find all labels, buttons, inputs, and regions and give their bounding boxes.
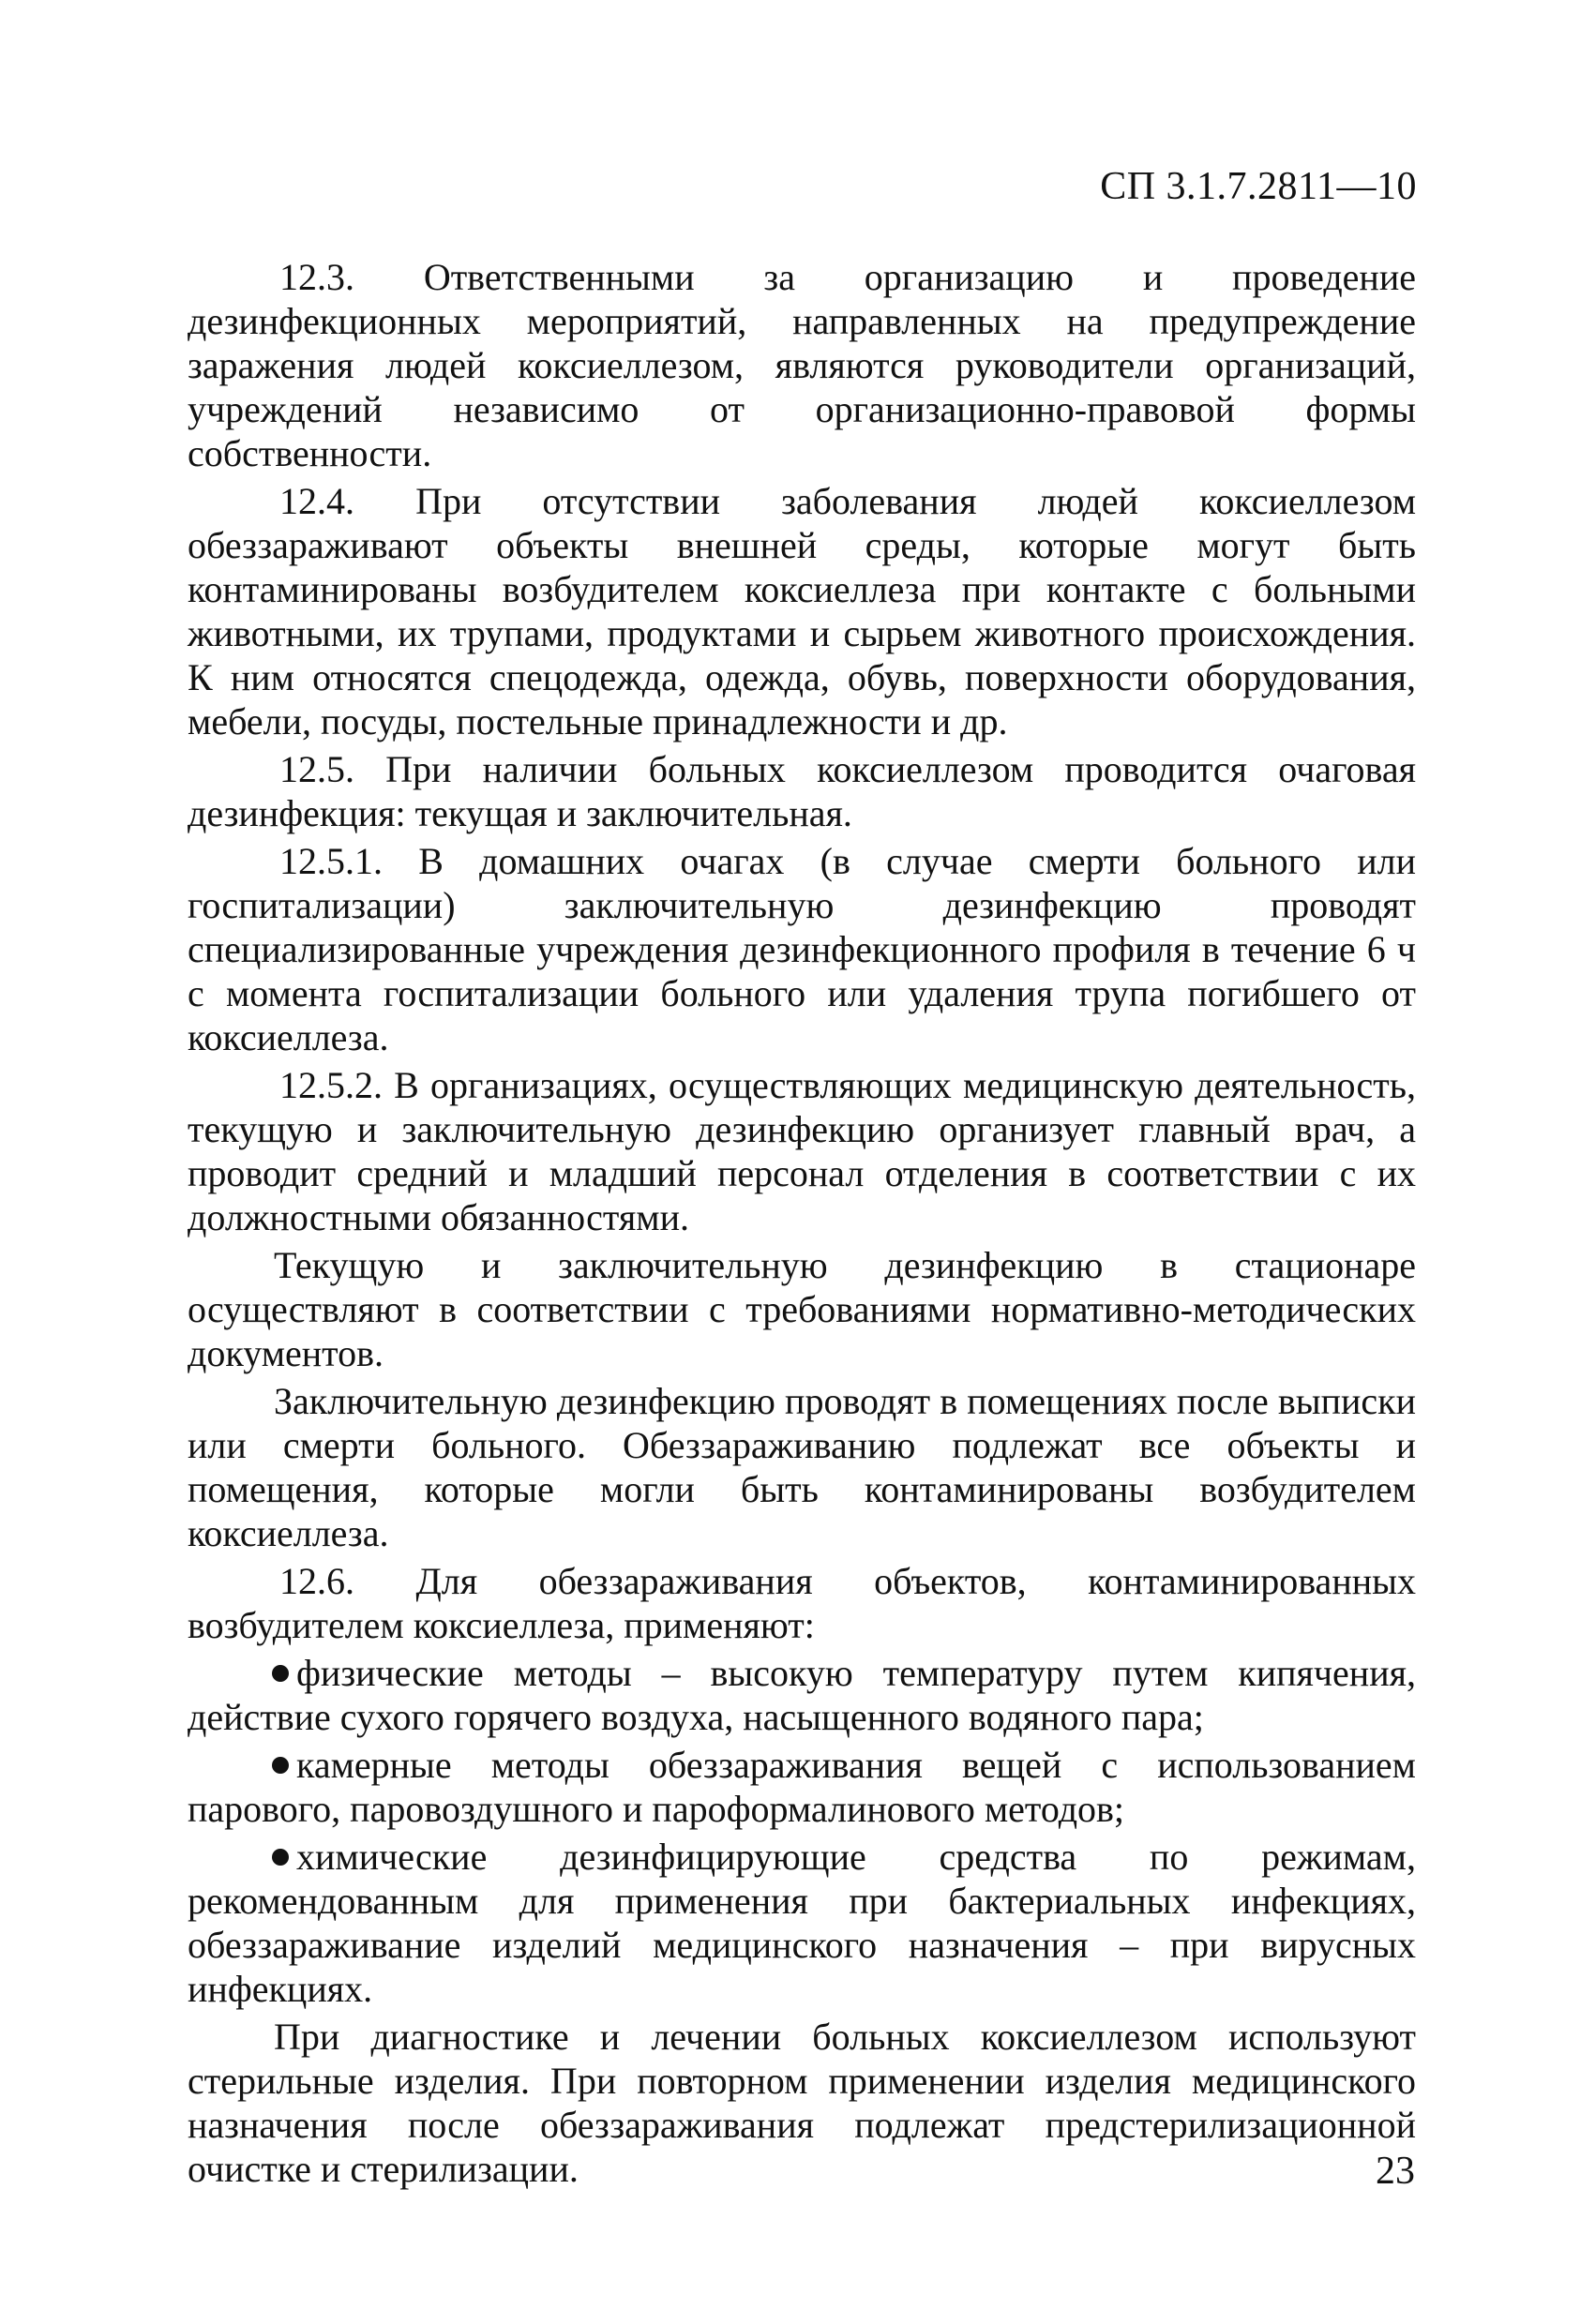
paragraph-12-5-2: 12.5.2. В организациях, осуществляющих медицинскую деятельность, текущую и заключительную дезинфекцию организует главный врач, а проводит средний и младший персонал отделения в соответствии с их должностными обязанностями.: [188, 1064, 1416, 1238]
paragraph-12-6: 12.6. Для обеззараживания объектов, контаминированных возбудителем коксиеллеза, применяют:: [188, 1560, 1416, 1646]
page-number: 23: [1376, 2150, 1415, 2193]
paragraph-diagnostics: При диагностике и лечении больных коксиеллезом используют стерильные изделия. При повторном применении изделия медицинского назначения после обеззараживания подлежат предстерилизационной очистке и стерилизации.: [188, 2016, 1416, 2190]
paragraph-12-4: 12.4. При отсутствии заболевания людей коксиеллезом обеззараживают объекты внешней среды, которые могут быть контаминированы возбудителем коксиеллеза при контакте с больными животными, их трупами, продуктами и сырьем животного происхождения. К ним относятся спецодежда, одежда, обувь, поверхности оборудования, мебели, посуды, постельные принадлежности и др.: [188, 480, 1416, 742]
document-code-header: СП 3.1.7.2811—10: [1100, 165, 1417, 208]
paragraph-12-5: 12.5. При наличии больных коксиеллезом проводится очаговая дезинфекция: текущая и заключительная.: [188, 748, 1416, 834]
bullet-item: [188, 1651, 1416, 1739]
bullet-text: химические дезинфицирующие средства по режимам, рекомендованным для применения при бактериальных инфекциях, обеззараживание изделий медицинского назначения – при вирусных инфекциях.: [188, 1836, 1416, 2010]
document-body: [188, 255, 1416, 2195]
bullet-item: [188, 1743, 1416, 1831]
bullet-text: камерные методы обеззараживания вещей с использованием парового, паровоздушного и пароформалинового методов;: [188, 1744, 1416, 1830]
paragraph-final-disinfection: Заключительную дезинфекцию проводят в помещениях после выписки или смерти больного. Обеззараживанию подлежат все объекты и помещения, которые могли быть контаминированы возбудителем коксиеллеза.: [188, 1380, 1416, 1554]
paragraph-current-disinfection: Текущую и заключительную дезинфекцию в стационаре осуществляют в соответствии с требованиями нормативно-методических документов.: [188, 1244, 1416, 1374]
bullet-icon: [272, 1849, 289, 1866]
bullet-item: [188, 1835, 1416, 2011]
paragraph-12-3: 12.3. Ответственными за организацию и проведение дезинфекционных мероприятий, направленных на предупреждение заражения людей коксиеллезом, являются руководители организаций, учреждений независимо от организационно-правовой формы собственности.: [188, 256, 1416, 474]
bullet-icon: [272, 1665, 289, 1682]
bullet-text: физические методы – высокую температуру путем кипячения, действие сухого горячего воздуха, насыщенного водяного пара;: [188, 1652, 1416, 1738]
paragraph-12-5-1: 12.5.1. В домашних очагах (в случае смерти больного или госпитализации) заключительную дезинфекцию проводят специализированные учреждения дезинфекционного профиля в течение 6 ч с момента госпитализации больного или удаления трупа погибшего от коксиеллеза.: [188, 840, 1416, 1058]
bullet-icon: [272, 1757, 289, 1774]
